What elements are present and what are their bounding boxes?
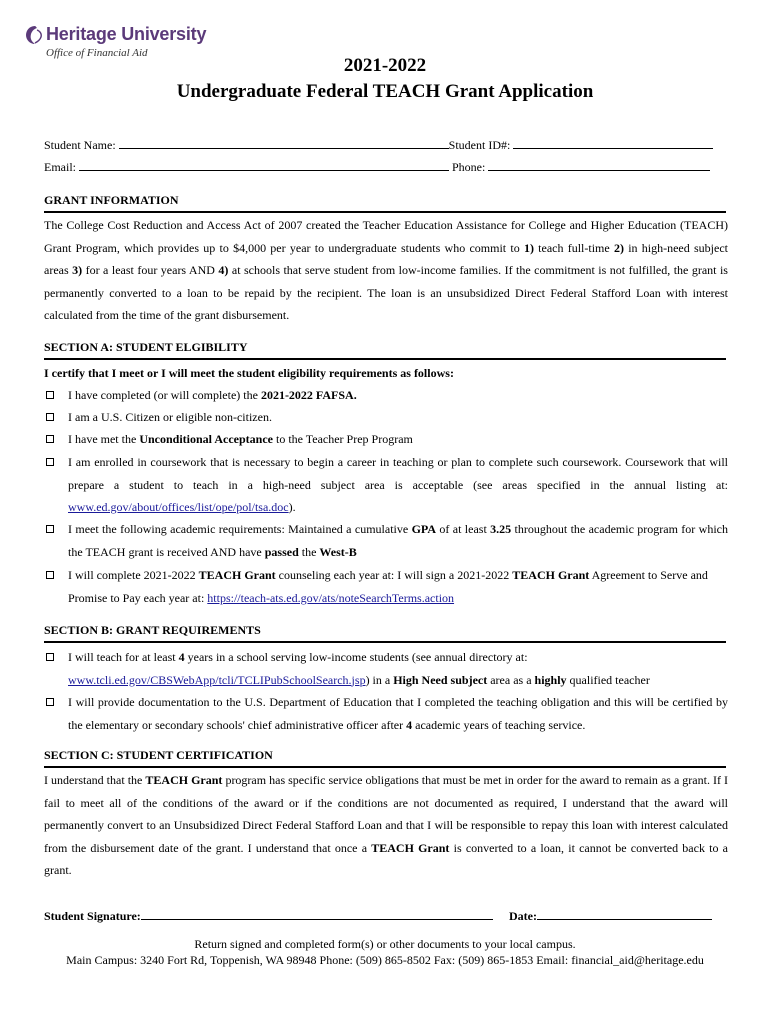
email-label: Email: <box>44 160 76 174</box>
email-field[interactable] <box>79 159 449 171</box>
student-id-field[interactable] <box>513 137 713 149</box>
form-title: Undergraduate Federal TEACH Grant Application <box>176 81 594 102</box>
checkbox[interactable] <box>46 571 54 579</box>
section-divider <box>44 766 726 768</box>
checkbox[interactable] <box>46 413 54 421</box>
tcli-school-search-link[interactable]: www.tcli.ed.gov/CBSWebApp/tcli/TCLIPubSchoolSearch.jsp <box>68 672 366 687</box>
student-info-row-2 <box>44 159 710 175</box>
grant-information-text: The College Cost Reduction and Access Act of 2007 created the Teacher Education Assistance for College and Higher Education (TEACH) Grant Program, which provides up to $4,000 per year to undergraduate students who commit to 1) teach full-time 2) in high-need subject areas 3) for a least four years AND 4) at schools that serve student from low-income families. If the commitment is not fulfilled, the grant is permanently converted to a loan to be repaid by the recipient. The loan is an unsubsidized Direct Federal Stafford Loan with interest calculated from the time of the grant disbursement. <box>44 218 728 322</box>
section-divider <box>44 211 726 213</box>
checkbox[interactable] <box>46 458 54 466</box>
student-info-row-1 <box>44 137 713 153</box>
tsa-doc-link[interactable]: www.ed.gov/about/offices/list/ope/pol/tsa.doc <box>68 500 289 514</box>
phone-field[interactable] <box>488 159 710 171</box>
section-b-heading: SECTION B: GRANT REQUIREMENTS <box>44 623 261 637</box>
date-field[interactable] <box>537 908 712 920</box>
teach-ats-link[interactable]: https://teach-ats.ed.gov/ats/noteSearchTerms.action <box>207 590 455 605</box>
return-instructions: Return signed and completed form(s) or other documents to your local campus. <box>194 937 576 951</box>
section-a-certify: I certify that I meet or I will meet the student eligibility requirements as follows: <box>44 366 454 380</box>
student-certification-text: I understand that the TEACH Grant program has specific service obligations that must be met in order for the award to remain as a grant. If I fail to meet all of the conditions of the award or if the conditions are not documented as required, I understand that the award will permanently convert to an Unsubsidized Direct Federal Stafford Loan and that I will be responsible to repay this loan with interest calculated from the disbursement date of the grant. I understand that once a TEACH Grant is converted to a loan, it cannot be converted back to a grant. <box>44 773 728 877</box>
form-year: 2021-2022 <box>343 55 427 76</box>
section-divider <box>44 641 726 643</box>
signature-label: Student Signature: <box>44 909 141 923</box>
logo-office-name: Office of Financial Aid <box>46 47 148 59</box>
student-id-label: Student ID#: <box>448 138 511 152</box>
phone-label: Phone: <box>452 160 486 174</box>
checkbox[interactable] <box>46 698 54 706</box>
section-c-heading: SECTION C: STUDENT CERTIFICATION <box>44 748 273 762</box>
signature-field[interactable] <box>141 908 493 920</box>
section-divider <box>44 358 726 360</box>
heritage-logo-icon <box>24 24 46 46</box>
campus-contact: Main Campus: 3240 Fort Rd, Toppenish, WA 98948 Phone: (509) 865-8502 Fax: (509) 865-1853 Email: financial_aid@heritage.edu <box>66 953 704 967</box>
logo-university-name: Heritage University <box>46 24 207 44</box>
signature-row <box>44 908 493 924</box>
grant-information-heading: GRANT INFORMATION <box>44 193 179 207</box>
date-label: Date: <box>509 909 537 923</box>
checkbox[interactable] <box>46 391 54 399</box>
student-name-label: Student Name: <box>44 138 116 152</box>
checkbox[interactable] <box>46 653 54 661</box>
checkbox[interactable] <box>46 435 54 443</box>
date-row <box>509 908 712 924</box>
student-name-field[interactable] <box>119 137 449 149</box>
section-a-heading: SECTION A: STUDENT ELGIBILITY <box>44 340 248 354</box>
checkbox[interactable] <box>46 525 54 533</box>
